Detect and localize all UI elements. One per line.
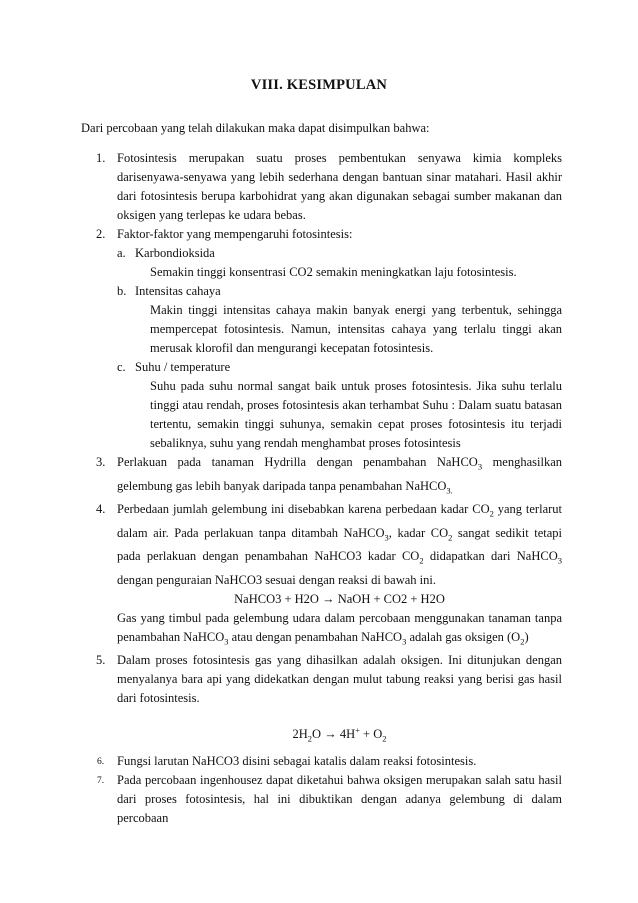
photolysis-equation: $2H_2O \to 4H^+ + O_2$ (292, 725, 387, 744)
item-text: Fungsi larutan NaHCO3 disini sebagai katalis dalam reaksi fotosintesis. (117, 753, 477, 768)
conclusion-list (0, 149, 638, 828)
item-number: 7. (97, 775, 105, 786)
sub-item-c (117, 358, 562, 453)
sub-item-a (117, 244, 562, 282)
sub-item-body: Suhu pada suhu normal sangat baik untuk proses fotosintesis. Jika suhu terlalu tinggi atau rendah, proses fotosintesis akan terhambat Suhu : Dalam suatu batasan tertentu, semakin tinggi suhunya, semakin cepat proses fotosintesis itu terjadi sebaliknya, suhu yang rendah menghambat proses fotosintesis (150, 379, 562, 450)
item-text: Dalam proses fotosintesis gas yang dihasilkan adalah oksigen. Ini ditunjukan dengan menyalanya bara api yang didekatkan dengan mulut tabung reaksi yang berisi gas hasil dari fotosintesis. (117, 653, 562, 705)
list-item-3 (0, 453, 638, 500)
item-number: 5. (96, 653, 106, 667)
list-item-4 (0, 500, 638, 651)
sub-item-body: Makin tinggi intensitas cahaya makin banyak energi yang terbentuk, sehingga mempercepat fotosintesis. Namun, intensitas cahaya yang terlalu tinggi akan merusak klorofil dan mengurangi kecepatan fotosintesis. (150, 303, 562, 355)
item-number: 2. (96, 227, 106, 241)
sub-item-letter: b. (117, 284, 127, 298)
list-item-5 (0, 651, 638, 752)
sub-item-letter: a. (117, 246, 126, 260)
item-number: 6. (97, 756, 105, 767)
item-text: Pada percobaan ingenhousez dapat diketahui bahwa oksigen merupakan salah satu hasil dari proses fotosintesis, hal ini dibuktikan dengan adanya gelembung di dalam percobaan (117, 772, 562, 825)
item-number: 3. (96, 455, 106, 469)
sub-item-heading: Intensitas cahaya (135, 284, 221, 298)
item-text: Faktor-faktor yang mempengaruhi fotosintesis: (117, 227, 353, 241)
sub-item-heading: Suhu / temperature (135, 360, 231, 374)
item-number: 4. (96, 502, 106, 516)
sub-item-body: Semakin tinggi konsentrasi CO2 semakin meningkatkan laju fotosintesis. (150, 265, 517, 279)
item-number: 1. (96, 151, 106, 165)
section-title: VIII. KESIMPULAN (250, 77, 388, 93)
item-text: Perbedaan jumlah gelembung ini disebabkan karena perbedaan kadar $CO_2$ yang terlarut dalam air. Pada perlakuan tanpa ditambah NaHCO$_3$, kadar $CO_2$ sangat sedikit tetapi pada perlakuan dengan penambahan NaHCO3 kadar $CO_2$ didapatkan dari NaHCO$_3$ dengan penguraian NaHCO3 sesuai dengan reaksi di bawah ini. (117, 502, 563, 587)
reaction-equation: NaHCO3 + H2O → NaOH + CO2 + H2O (234, 591, 445, 606)
item-text: Fotosintesis merupakan suatu proses pembentukan senyawa kimia kompleks darisenyawa-senyawa yang lebih sederhana dengan bantuan sinar matahari. Hasil akhir dari fotosintesis berupa karbohidrat yang akan digunakan sebagai sumber makanan dan oksigen yang terlepas ke udara bebas. (117, 151, 562, 222)
list-item-6 (0, 752, 638, 771)
item-text-continued: Gas yang timbul pada gelembung udara dalam percobaan menggunakan tanaman tanpa penambahan NaHCO$_3$ atau dengan penambahan NaHCO$_3$ adalah gas oksigen $(O_2)$ (117, 610, 562, 646)
list-item-1 (0, 149, 638, 225)
sub-item-heading: Karbondioksida (135, 246, 215, 260)
intro-sentence: Dari percobaan yang telah dilakukan maka dapat disimpulkan bahwa: (81, 121, 430, 135)
sub-item-letter: c. (117, 360, 126, 374)
item-text: Perlakuan pada tanaman Hydrilla dengan penambahan NaHCO$_3$ menghasilkan gelembung gas lebih banyak daripada tanpa penambahan NaHCO$_{3.}$ (117, 455, 562, 495)
list-item-7 (0, 771, 638, 828)
sub-item-b (117, 282, 562, 358)
list-item-2 (0, 225, 638, 453)
